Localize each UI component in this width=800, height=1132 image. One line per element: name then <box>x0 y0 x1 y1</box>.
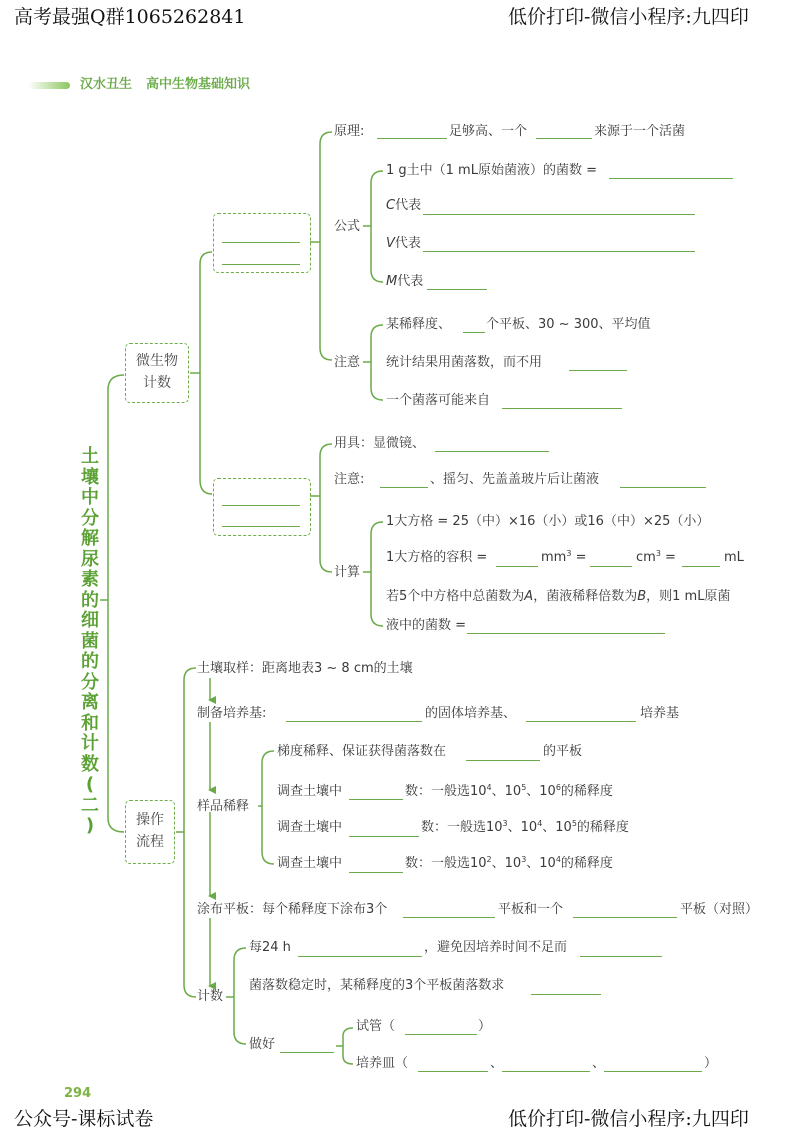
formula-v: V代表 <box>386 236 421 251</box>
blank-line <box>502 1071 590 1072</box>
dil3-b: 数：一般选$10^3$、$10^4$、$10^5$的稀释度 <box>421 819 629 835</box>
principle-label: 原理: <box>334 124 365 139</box>
blank-line <box>380 487 428 488</box>
dil3-a: 调查土壤中 <box>277 820 343 835</box>
header-qq-group: 高考最强Q群1065262841 <box>14 6 246 28</box>
note-micro-rest: 、摇匀、先盖盖玻片后让菌液 <box>430 472 600 487</box>
dish-sep1: 、 <box>490 1056 504 1071</box>
node-operation-line1: 操作 <box>136 812 164 828</box>
blank-line <box>403 917 495 918</box>
blank-line <box>463 332 485 333</box>
tools-text: 用具：显微镜、 <box>334 436 426 451</box>
book-series: 汉水丑生 <box>80 77 133 92</box>
flow-prep-b: 的固体培养基、 <box>425 706 517 721</box>
blank-line <box>466 760 540 761</box>
calc-line3: 若5个中方格中总菌数为A，菌液稀释倍数为B，则1 mL原菌 <box>386 589 731 604</box>
count-stable: 菌落数稳定时，某稀释度的3个平板菌落数求 <box>249 978 505 993</box>
blank-line <box>286 721 422 722</box>
calc-line4: 液中的菌数 = <box>386 618 467 633</box>
flow-count-label: 计数 <box>197 989 224 1004</box>
flow-spread-c: 平板（对照） <box>680 902 759 917</box>
blank-line <box>609 178 733 179</box>
note2: 统计结果用菌落数，而不用 <box>386 355 543 370</box>
dil1-a: 梯度稀释、保证获得菌落数在 <box>277 744 447 759</box>
formula-m: M代表 <box>386 274 424 289</box>
formula-line1: 1 g土中（1 mL原始菌液）的菌数 = <box>386 163 597 178</box>
dish-a: 培养皿（ <box>356 1056 409 1071</box>
calc-label: 计算 <box>334 565 361 580</box>
tube-b: ） <box>478 1019 492 1034</box>
blank-line <box>222 264 300 265</box>
blank-line <box>467 633 665 634</box>
tube-a: 试管（ <box>356 1019 396 1034</box>
footer-wechat-account: 公众号-课标试卷 <box>14 1108 154 1130</box>
dil2-b: 数：一般选$10^4$、$10^5$、$10^6$的稀释度 <box>405 783 613 799</box>
blank-line <box>418 1071 488 1072</box>
flow-prep-a: 制备培养基: <box>197 706 267 721</box>
node-microbe-count <box>125 343 189 403</box>
dish-sep2: 、 <box>592 1056 606 1071</box>
blank-line <box>682 566 720 567</box>
node-microbe-count-line1: 微生物 <box>136 353 178 369</box>
blank-line <box>222 505 300 506</box>
blank-line <box>423 214 695 215</box>
blank-line <box>502 408 622 409</box>
principle-end: 来源于一个活菌 <box>594 124 686 139</box>
calc-line2-mm: $mm^3$ = <box>541 549 587 565</box>
node-operation-line2: 流程 <box>136 834 164 850</box>
blank-line <box>349 799 403 800</box>
blank-line <box>423 251 695 252</box>
blank-line <box>349 872 403 873</box>
dil1-b: 的平板 <box>543 744 583 759</box>
node-microbe-count-line2: 计数 <box>143 375 171 391</box>
blank-line <box>298 956 422 957</box>
note3: 一个菌落可能来自 <box>386 393 491 408</box>
blank-box-microscope-method <box>213 478 311 536</box>
blank-line <box>620 487 706 488</box>
blank-line <box>536 138 592 139</box>
flow-soil: 土壤取样：距离地表3 ~ 8 cm的土壤 <box>197 661 413 676</box>
blank-line <box>222 242 300 243</box>
note1-a: 某稀释度、 <box>386 317 452 332</box>
calc-line2-ml: mL <box>724 550 744 565</box>
page-number: 294 <box>64 1086 92 1101</box>
blank-line <box>427 289 487 290</box>
blank-line <box>573 917 677 918</box>
blank-line <box>435 451 549 452</box>
flow-spread-b: 平板和一个 <box>498 902 564 917</box>
formula-label: 公式 <box>334 219 361 234</box>
header-print-ad: 低价打印-微信小程序:九四印 <box>508 6 749 28</box>
note-label-plate: 注意 <box>334 355 361 370</box>
calc-line2-cm: $cm^3$ = <box>636 549 676 565</box>
blank-line <box>405 1034 477 1035</box>
count-every24: 每24 h <box>249 940 291 955</box>
blank-line <box>531 994 601 995</box>
blank-line <box>580 956 662 957</box>
principle-mid: 足够高、一个 <box>449 124 528 139</box>
note1-b: 个平板、30 ~ 300、平均值 <box>486 317 651 332</box>
blank-line <box>496 566 538 567</box>
blank-line <box>604 1071 702 1072</box>
dish-b: ） <box>704 1056 718 1071</box>
footer-print-ad: 低价打印-微信小程序:九四印 <box>508 1108 749 1130</box>
calc-line2-a: 1大方格的容积 = <box>386 550 488 565</box>
vertical-title: 土 壤 中 分 解 尿 素 的 细 菌 的 分 离 和 计 数 ( 二 ) <box>81 446 99 836</box>
blank-line <box>526 721 636 722</box>
calc-line1: 1大方格 = 25（中）×16（小）或16（中）×25（小） <box>386 514 710 529</box>
dil4-b: 数：一般选$10^2$、$10^3$、$10^4$的稀释度 <box>405 855 613 871</box>
flow-spread-a: 涂布平板：每个稀释度下涂布3个 <box>197 902 388 917</box>
flow-sample-label: 样品稀释 <box>197 799 250 814</box>
blank-line <box>377 138 447 139</box>
blank-line <box>590 566 632 567</box>
note-label-micro: 注意: <box>334 472 365 487</box>
flow-prep-c: 培养基 <box>640 706 680 721</box>
node-operation-flow <box>125 800 175 864</box>
book-subject: 高中生物基础知识 <box>146 77 251 92</box>
blank-line <box>569 370 627 371</box>
count-doprep: 做好 <box>249 1037 276 1052</box>
formula-c: C代表 <box>386 198 422 213</box>
blank-line <box>222 526 300 527</box>
count-avoid: ，避免因培养时间不足而 <box>424 940 568 955</box>
blank-line <box>280 1052 334 1053</box>
dil2-a: 调查土壤中 <box>277 784 343 799</box>
blank-line <box>349 836 419 837</box>
dil4-a: 调查土壤中 <box>277 856 343 871</box>
